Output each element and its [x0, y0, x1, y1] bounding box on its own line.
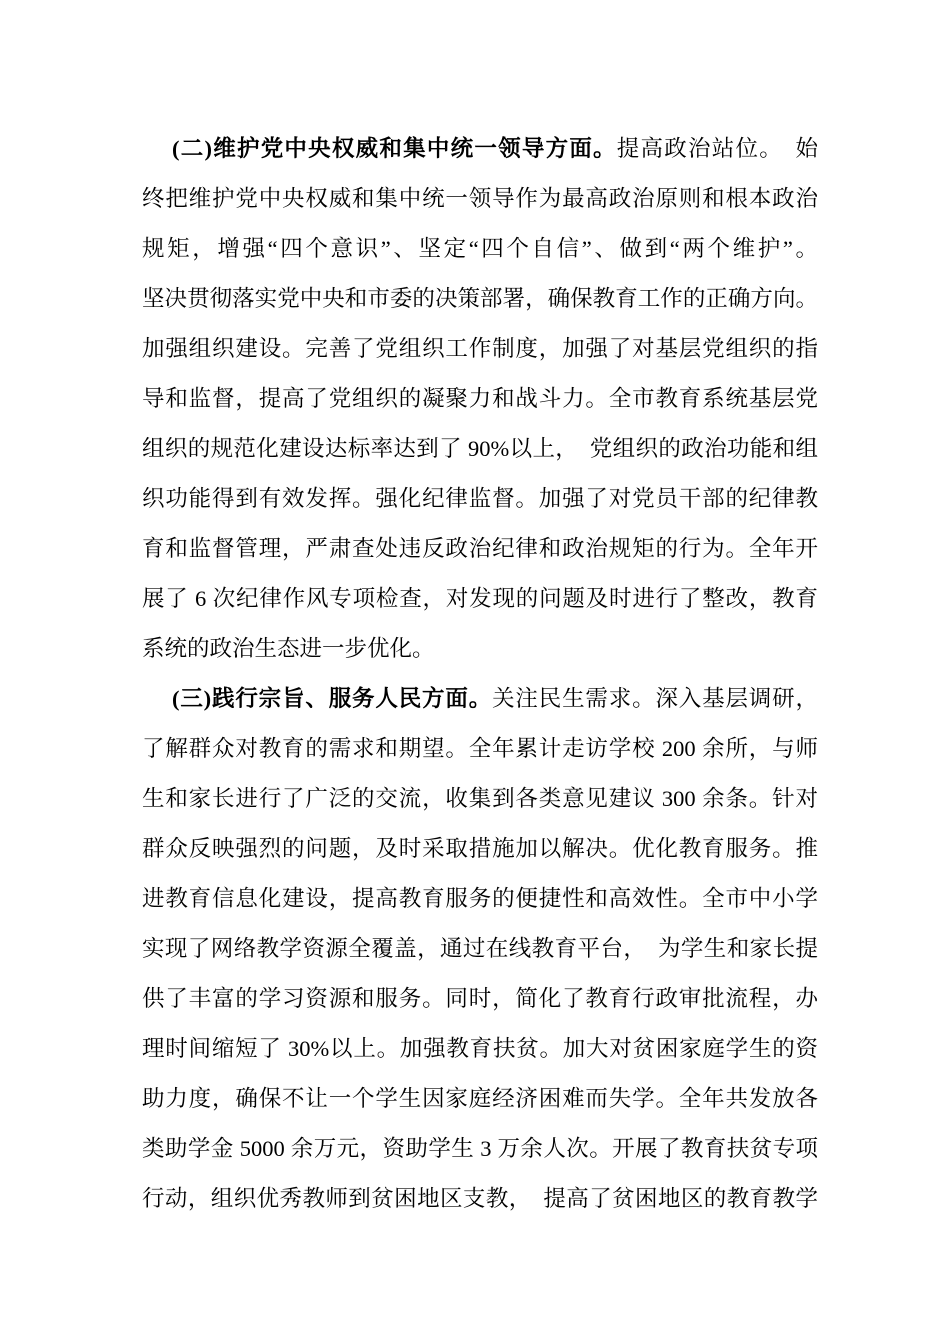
text-run: 生和家长进行了广泛的交流，收集到各类意见建议 300 余条。针对: [142, 786, 818, 811]
text-run: 加强组织建设。完善了党组织工作制度，加强了对基层党组织的指: [142, 336, 818, 361]
paragraph-first-line: [142, 674, 818, 724]
text-line: [142, 1074, 818, 1124]
text-line: [142, 1024, 818, 1074]
text-line: [142, 224, 818, 274]
text-run: 导和监督，提高了党组织的凝聚力和战斗力。全市教育系统基层党: [142, 386, 818, 411]
text-line: [142, 824, 818, 874]
text-line: [142, 174, 818, 224]
text-line: [142, 274, 818, 324]
document-body: [142, 124, 818, 1224]
text-run: 类助学金 5000 余万元，资助学生 3 万余人次。开展了教育扶贫专项: [142, 1136, 818, 1161]
text-run: 育和监督管理，严肃查处违反政治纪律和政治规矩的行为。全年开: [142, 536, 818, 561]
text-run: 坚决贯彻落实党中央和市委的决策部署，确保教育工作的正确方向。: [142, 286, 818, 311]
text-line: [142, 1174, 818, 1224]
text-line: [142, 774, 818, 824]
text-run: 行动，组织优秀教师到贫困地区支教， 提高了贫困地区的教育教学: [142, 1186, 818, 1211]
text-run: 实现了网络教学资源全覆盖，通过在线教育平台， 为学生和家长提: [142, 936, 818, 961]
text-line: [142, 874, 818, 924]
text-run: 了解群众对教育的需求和期望。全年累计走访学校 200 余所，与师: [142, 736, 818, 761]
text-run: 终把维护党中央权威和集中统一领导作为最高政治原则和根本政治: [142, 186, 818, 211]
text-line: [142, 574, 818, 624]
text-run: 展了 6 次纪律作风专项检查，对发现的问题及时进行了整改，教育: [142, 586, 818, 611]
text-line: [142, 924, 818, 974]
text-line: [142, 374, 818, 424]
text-line: [142, 524, 818, 574]
text-run: 织功能得到有效发挥。强化纪律监督。加强了对党员干部的纪律教: [142, 486, 818, 511]
text-line: [142, 624, 818, 674]
section-heading-run: (三)践行宗旨、服务人民方面。: [172, 686, 493, 711]
text-line: [142, 474, 818, 524]
text-run: 助力度，确保不让一个学生因家庭经济困难而失学。全年共发放各: [142, 1086, 818, 1111]
text-line: [142, 324, 818, 374]
text-run: 供了丰富的学习资源和服务。同时，简化了教育行政审批流程，办: [142, 986, 818, 1011]
text-run: 提高政治站位。 始: [616, 136, 818, 161]
text-line: [142, 1124, 818, 1174]
text-run: 理时间缩短了 30%以上。加强教育扶贫。加大对贫困家庭学生的资: [142, 1036, 818, 1061]
text-run: 关注民生需求。深入基层调研，: [492, 686, 818, 711]
text-run: 群众反映强烈的问题，及时采取措施加以解决。优化教育服务。推: [142, 836, 818, 861]
paragraph: [142, 674, 818, 1224]
text-line: [142, 724, 818, 774]
text-run: 系统的政治生态进一步优化。: [142, 636, 435, 661]
paragraph: [142, 124, 818, 674]
text-run: 进教育信息化建设，提高教育服务的便捷性和高效性。全市中小学: [142, 886, 818, 911]
text-line: [142, 974, 818, 1024]
text-run: 组织的规范化建设达标率达到了 90%以上， 党组织的政治功能和组: [142, 436, 818, 461]
section-heading-run: (二)维护党中央权威和集中统一领导方面。: [172, 136, 617, 161]
text-line: [142, 424, 818, 474]
text-run: 规矩，增强“四个意识”、坚定“四个自信”、做到“两个维护”。: [142, 236, 818, 261]
paragraph-first-line: [142, 124, 818, 174]
